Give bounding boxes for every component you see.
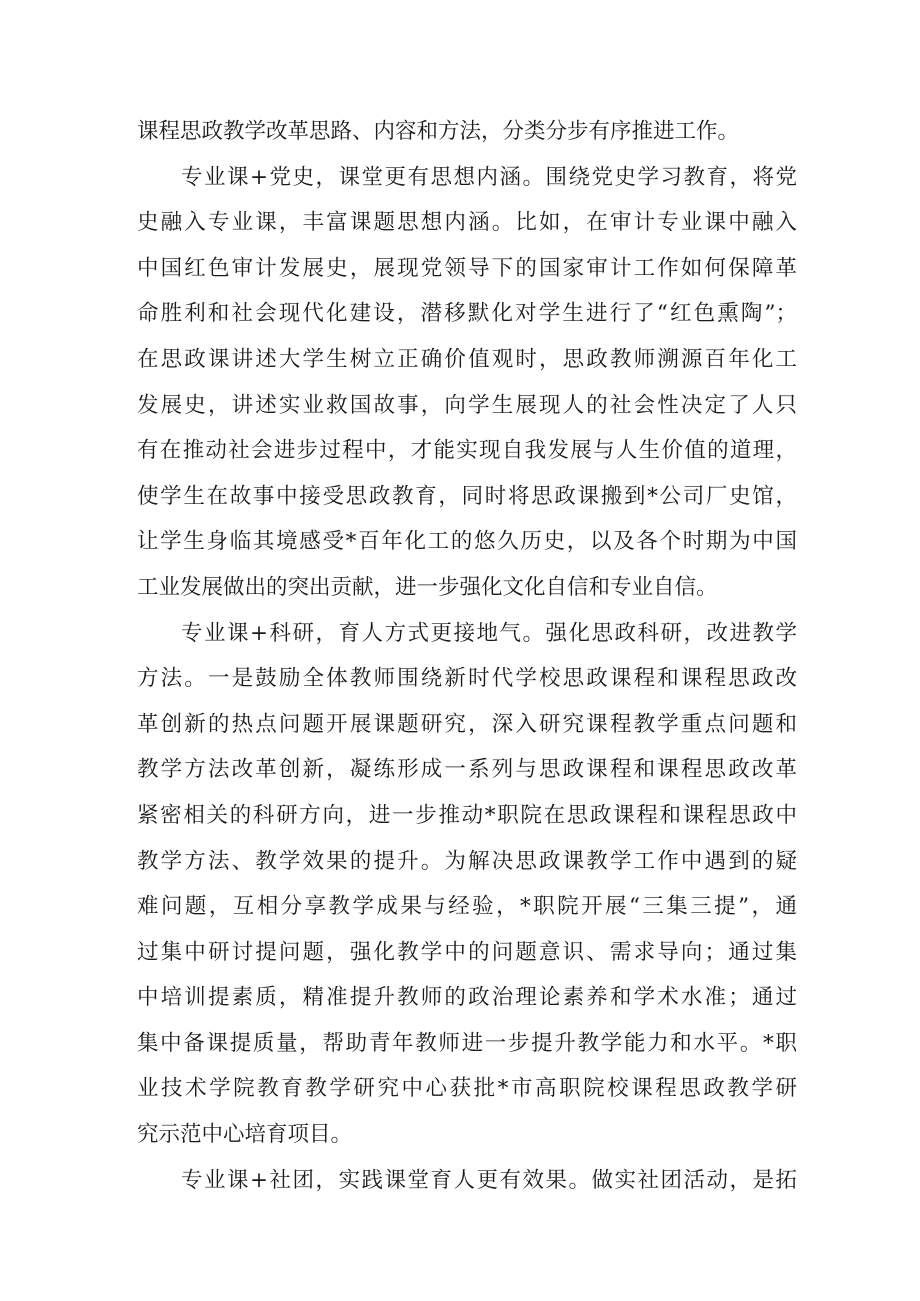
- text-line: 在思政课讲述大学生树立正确价值观时，思政教师溯源百年化工: [137, 346, 797, 372]
- text-line: 工业发展做出的突出贡献，进一步强化文化自信和专业自信。: [137, 574, 718, 600]
- text-line: 课程思政教学改革思路、内容和方法，分类分步有序推进工作。: [137, 119, 740, 144]
- text-line: 革创新的热点问题开展课题研究，深入研究课程教学重点问题和: [137, 711, 797, 737]
- text-line: 教学方法改革创新，凝练形成一系列与思政课程和课程思政改革: [137, 757, 797, 783]
- text-line: 难问题，互相分享教学成果与经验，*职院开展“三集三提”，通: [137, 894, 797, 920]
- text-line: 教学方法、教学效果的提升。为解决思政课教学工作中遇到的疑: [137, 848, 797, 874]
- text-line: 集中备课提质量，帮助青年教师进一步提升教学能力和水平。*职: [137, 1030, 797, 1056]
- text-line: 发展史，讲述实业救国故事，向学生展现人的社会性决定了人只: [137, 392, 797, 418]
- text-line: 专业课+科研，育人方式更接地气。强化思政科研，改进教学: [181, 620, 797, 646]
- text-line: 究示范中心培育项目。: [137, 1122, 353, 1148]
- text-line: 命胜利和社会现代化建设，潜移默化对学生进行了“红色熏陶”；: [137, 301, 797, 327]
- text-line: 业技术学院教育教学研究中心获批*市高职院校课程思政教学研: [137, 1076, 797, 1102]
- text-line: 专业课+党史，课堂更有思想内涵。围绕党史学习教育，将党: [181, 164, 797, 190]
- text-line: 史融入专业课，丰富课题思想内涵。比如，在审计专业课中融入: [137, 210, 797, 236]
- text-line: 专业课+社团，实践课堂育人更有效果。做实社团活动，是拓: [181, 1167, 797, 1193]
- text-line: 中培训提素质，精准提升教师的政治理论素养和学术水准；通过: [137, 985, 797, 1011]
- text-line: 紧密相关的科研方向，进一步推动*职院在思政课程和课程思政中: [137, 802, 797, 828]
- text-line: 有在推动社会进步过程中，才能实现自我发展与人生价值的道理，: [137, 438, 797, 464]
- text-line: 过集中研讨提问题，强化教学中的问题意识、需求导向；通过集: [137, 939, 797, 965]
- text-line: 方法。一是鼓励全体教师围绕新时代学校思政课程和课程思政改: [137, 666, 797, 692]
- text-line: 中国红色审计发展史，展现党领导下的国家审计工作如何保障革: [137, 255, 797, 281]
- text-line: 让学生身临其境感受*百年化工的悠久历史，以及各个时期为中国: [137, 529, 797, 555]
- text-line: 使学生在故事中接受思政教育，同时将思政课搬到*公司厂史馆，: [137, 483, 797, 509]
- document-body: [137, 109, 797, 1203]
